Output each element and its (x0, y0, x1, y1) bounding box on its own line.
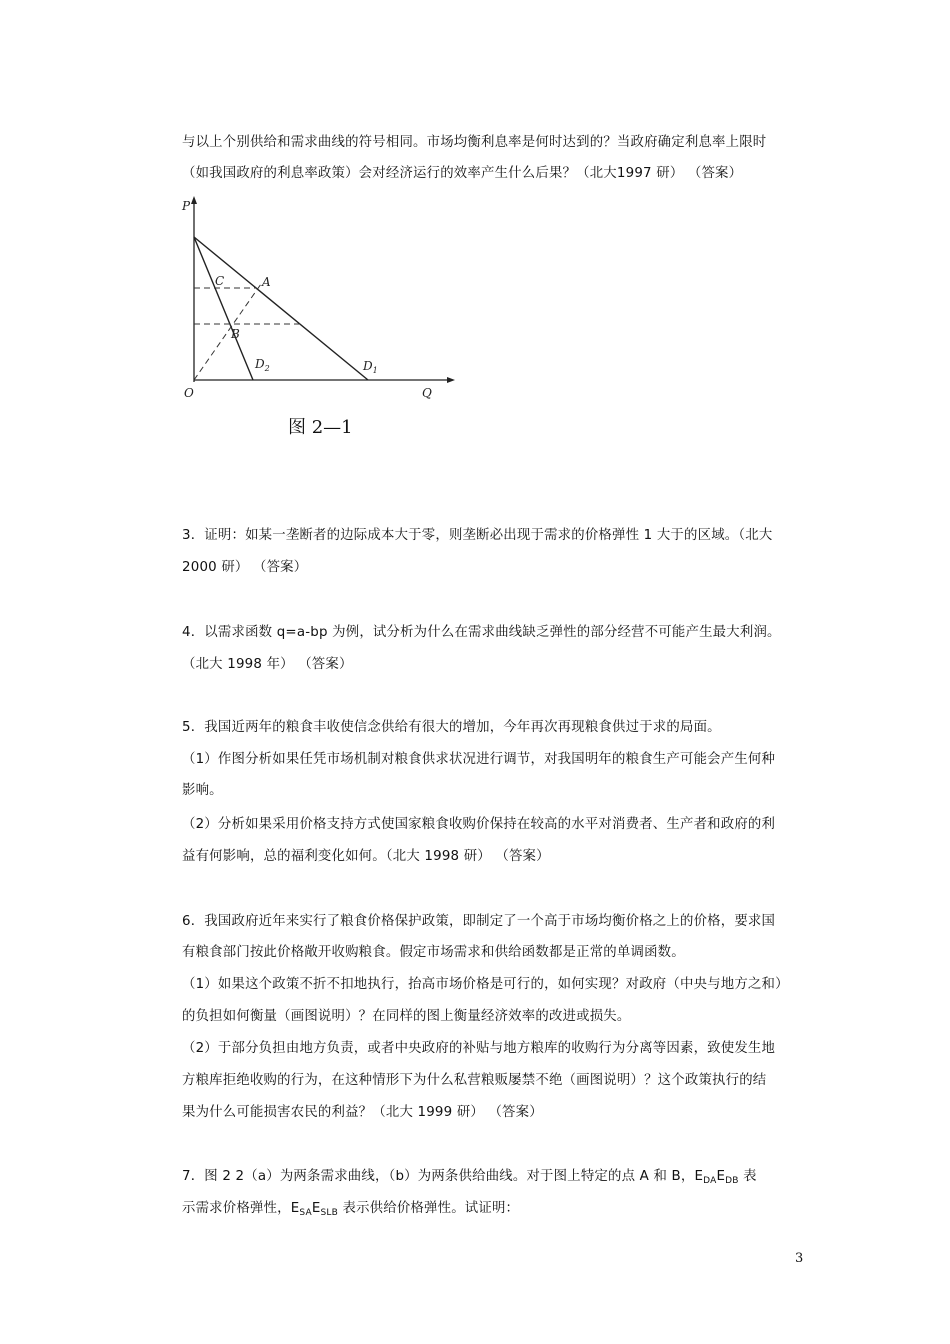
q5-line-5: 益有何影响，总的福利变化如何。（北大 1998 研） （答案） (182, 849, 550, 864)
figure-caption: 图 2—1 (288, 417, 353, 438)
intro-line-1: 与以上个别供给和需求曲线的符号相同。市场均衡利息率是何时达到的？当政府确定利息率上限时 (182, 135, 767, 150)
q6-line-6: 方粮库拒绝收购的行为，在这种情形下为什么私营粮贩屡禁不绝（画图说明）？这个政策执行的结 (182, 1073, 767, 1088)
y-axis-arrow (191, 196, 197, 204)
label-d1: $D_1$ (363, 359, 378, 375)
q3-line-1: 3．证明：如某一垄断者的边际成本大于零，则垄断必出现于需求的价格弹性 1 大于的区域。（北大 (182, 528, 773, 543)
demand-curve-d1 (194, 237, 368, 380)
q5-line-4: （2）分析如果采用价格支持方式使国家粮食收购价保持在较高的水平对消费者、生产者和政府的利 (182, 817, 776, 832)
label-c: C (215, 274, 225, 288)
q5-line-1: 5．我国近两年的粮食丰收使信念供给有很大的增加，今年再次再现粮食供过于求的局面。 (182, 720, 721, 735)
q6-line-2: 有粮食部门按此价格敞开收购粮食。假定市场需求和供给函数都是正常的单调函数。 (182, 945, 685, 960)
q4-line-1: 4．以需求函数 q=a-bp 为例，试分析为什么在需求曲线缺乏弹性的部分经营不可能产生最大利润。 (182, 625, 781, 640)
intro-line-2: （如我国政府的利息率政策）会对经济运行的效率产生什么后果？（北大1997 研） （答案） (182, 166, 743, 181)
q3-line-2: 2000 研） （答案） (182, 560, 308, 575)
q4-line-2: （北大 1998 年） （答案） (182, 657, 353, 672)
dashed-ray-from-origin (194, 284, 261, 380)
q6-line-4: 的负担如何衡量（画图说明）？在同样的图上衡量经济效率的改进或损失。 (182, 1009, 631, 1024)
label-a: A (262, 275, 271, 289)
label-d2: $D_2$ (255, 357, 270, 373)
label-p: P (182, 199, 191, 213)
q7-line-2: 示需求价格弹性，$E_{SA}E_{SLB}$ 表示供给价格弹性。试证明： (182, 1201, 520, 1218)
label-d2-sub: 2 (264, 364, 270, 373)
q6-line-5: （2）于部分负担由地方负责，或者中央政府的补贴与地方粮库的收购行为分离等因素，致使发生地 (182, 1041, 776, 1056)
q6-line-7: 果为什么可能损害农民的利益？（北大 1999 研） （答案） (182, 1105, 543, 1120)
label-q: Q (422, 386, 432, 400)
page-number: 3 (795, 1251, 804, 1266)
q7-line-1: 7．图 2 2（a）为两条需求曲线，（b）为两条供给曲线。对于图上特定的点 A 和 B，$E_{DA}E_{DB}$ 表 (182, 1169, 757, 1186)
label-b: B (231, 327, 240, 341)
q5-line-2: （1）作图分析如果任凭市场机制对粮食供求状况进行调节，对我国明年的粮食生产可能会产生何种 (182, 752, 776, 767)
figure-2-1 (175, 190, 475, 410)
label-d1-sub: 1 (372, 366, 378, 375)
q5-line-3: 影响。 (182, 783, 223, 798)
q6-line-3: （1）如果这个政策不折不扣地执行，抬高市场价格是可行的，如何实现？对政府（中央与地方之和） (182, 977, 789, 992)
label-o: O (184, 386, 194, 400)
q6-line-1: 6．我国政府近年来实行了粮食价格保护政策，即制定了一个高于市场均衡价格之上的价格，要求国 (182, 914, 776, 929)
demand-curve-d2 (194, 237, 253, 380)
x-axis-arrow (447, 377, 455, 383)
